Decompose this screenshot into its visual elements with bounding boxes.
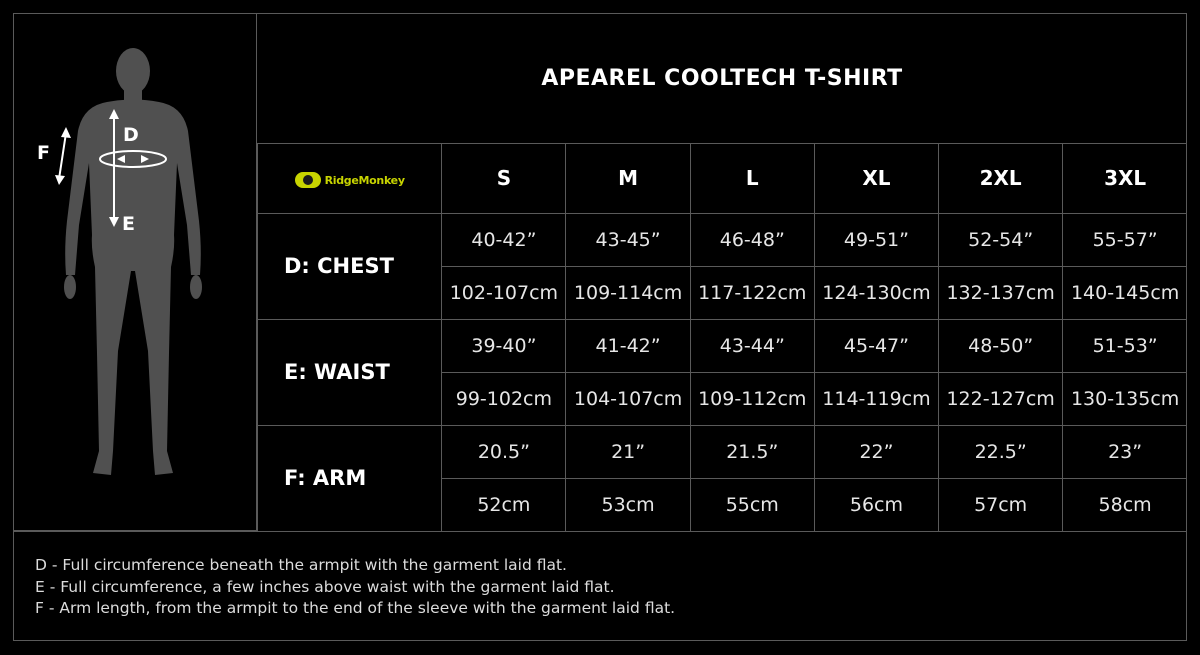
chest-inches-cell: 55-57” [1063, 213, 1187, 266]
waist-inches-cell: 43-44” [690, 319, 814, 372]
size-header-row [258, 144, 1188, 213]
waist-inches-cell: 51-53” [1063, 319, 1187, 372]
arm-inches-cell: 21” [566, 425, 690, 478]
note-chest: D - Full circumference beneath the armpit with the garment laid flat. [35, 556, 567, 574]
body-figure-panel [13, 13, 257, 531]
size-header-2xl: 2XL [939, 144, 1063, 213]
waist-cm-cell: 109-112cm [690, 372, 814, 425]
arm-inches-cell: 22.5” [939, 425, 1063, 478]
arm-cm-cell: 52cm [442, 478, 566, 531]
size-header-l: L [690, 144, 814, 213]
note-arm: F - Arm length, from the armpit to the end of the sleeve with the garment laid flat. [35, 599, 676, 617]
arm-cm-cell: 56cm [814, 478, 938, 531]
brand-logo-cell [258, 144, 442, 213]
arm-inches-cell: 23” [1063, 425, 1187, 478]
chest-inches-cell: 40-42” [442, 213, 566, 266]
chest-cm-cell: 140-145cm [1063, 266, 1187, 319]
monkey-icon [295, 172, 321, 188]
chest-cm-cell: 132-137cm [939, 266, 1063, 319]
waist-cm-cell: 130-135cm [1063, 372, 1187, 425]
label-d: D [123, 124, 139, 146]
waist-inches-cell: 41-42” [566, 319, 690, 372]
waist-inches-cell: 45-47” [814, 319, 938, 372]
size-table [257, 144, 1187, 532]
ridgemonkey-logo [295, 172, 405, 188]
chest-inches-row [258, 213, 1188, 266]
chest-cm-cell: 124-130cm [814, 266, 938, 319]
logo-text: RidgeMonkey [324, 173, 405, 187]
chest-cm-cell: 102-107cm [442, 266, 566, 319]
arm-inches-cell: 22” [814, 425, 938, 478]
page-title: APEAREL COOLTECH T-SHIRT [541, 65, 903, 91]
chest-inches-cell: 46-48” [690, 213, 814, 266]
arm-label: F: ARM [258, 425, 442, 531]
chest-inches-cell: 49-51” [814, 213, 938, 266]
size-header-xl: XL [814, 144, 938, 213]
arm-cm-cell: 55cm [690, 478, 814, 531]
label-e: E [122, 213, 135, 235]
waist-label: E: WAIST [258, 319, 442, 425]
chest-cm-cell: 117-122cm [690, 266, 814, 319]
label-f: F [37, 142, 50, 164]
chest-inches-cell: 43-45” [566, 213, 690, 266]
arm-cm-cell: 57cm [939, 478, 1063, 531]
waist-inches-cell: 39-40” [442, 319, 566, 372]
chest-inches-cell: 52-54” [939, 213, 1063, 266]
arm-inches-row [258, 425, 1188, 478]
waist-cm-cell: 104-107cm [566, 372, 690, 425]
title-cell [257, 13, 1187, 144]
waist-cm-cell: 99-102cm [442, 372, 566, 425]
size-header-s: S [442, 144, 566, 213]
waist-cm-cell: 114-119cm [814, 372, 938, 425]
note-waist: E - Full circumference, a few inches above waist with the garment laid flat. [35, 577, 615, 596]
size-header-m: M [566, 144, 690, 213]
arm-cm-cell: 53cm [566, 478, 690, 531]
body-silhouette-icon [13, 13, 257, 531]
waist-inches-row [258, 319, 1188, 372]
size-header-3xl: 3XL [1063, 144, 1187, 213]
arm-cm-cell: 58cm [1063, 478, 1187, 531]
arm-inches-cell: 20.5” [442, 425, 566, 478]
chest-label: D: CHEST [258, 213, 442, 319]
waist-cm-cell: 122-127cm [939, 372, 1063, 425]
notes-section [13, 531, 1187, 641]
waist-inches-cell: 48-50” [939, 319, 1063, 372]
arm-inches-cell: 21.5” [690, 425, 814, 478]
chest-cm-cell: 109-114cm [566, 266, 690, 319]
